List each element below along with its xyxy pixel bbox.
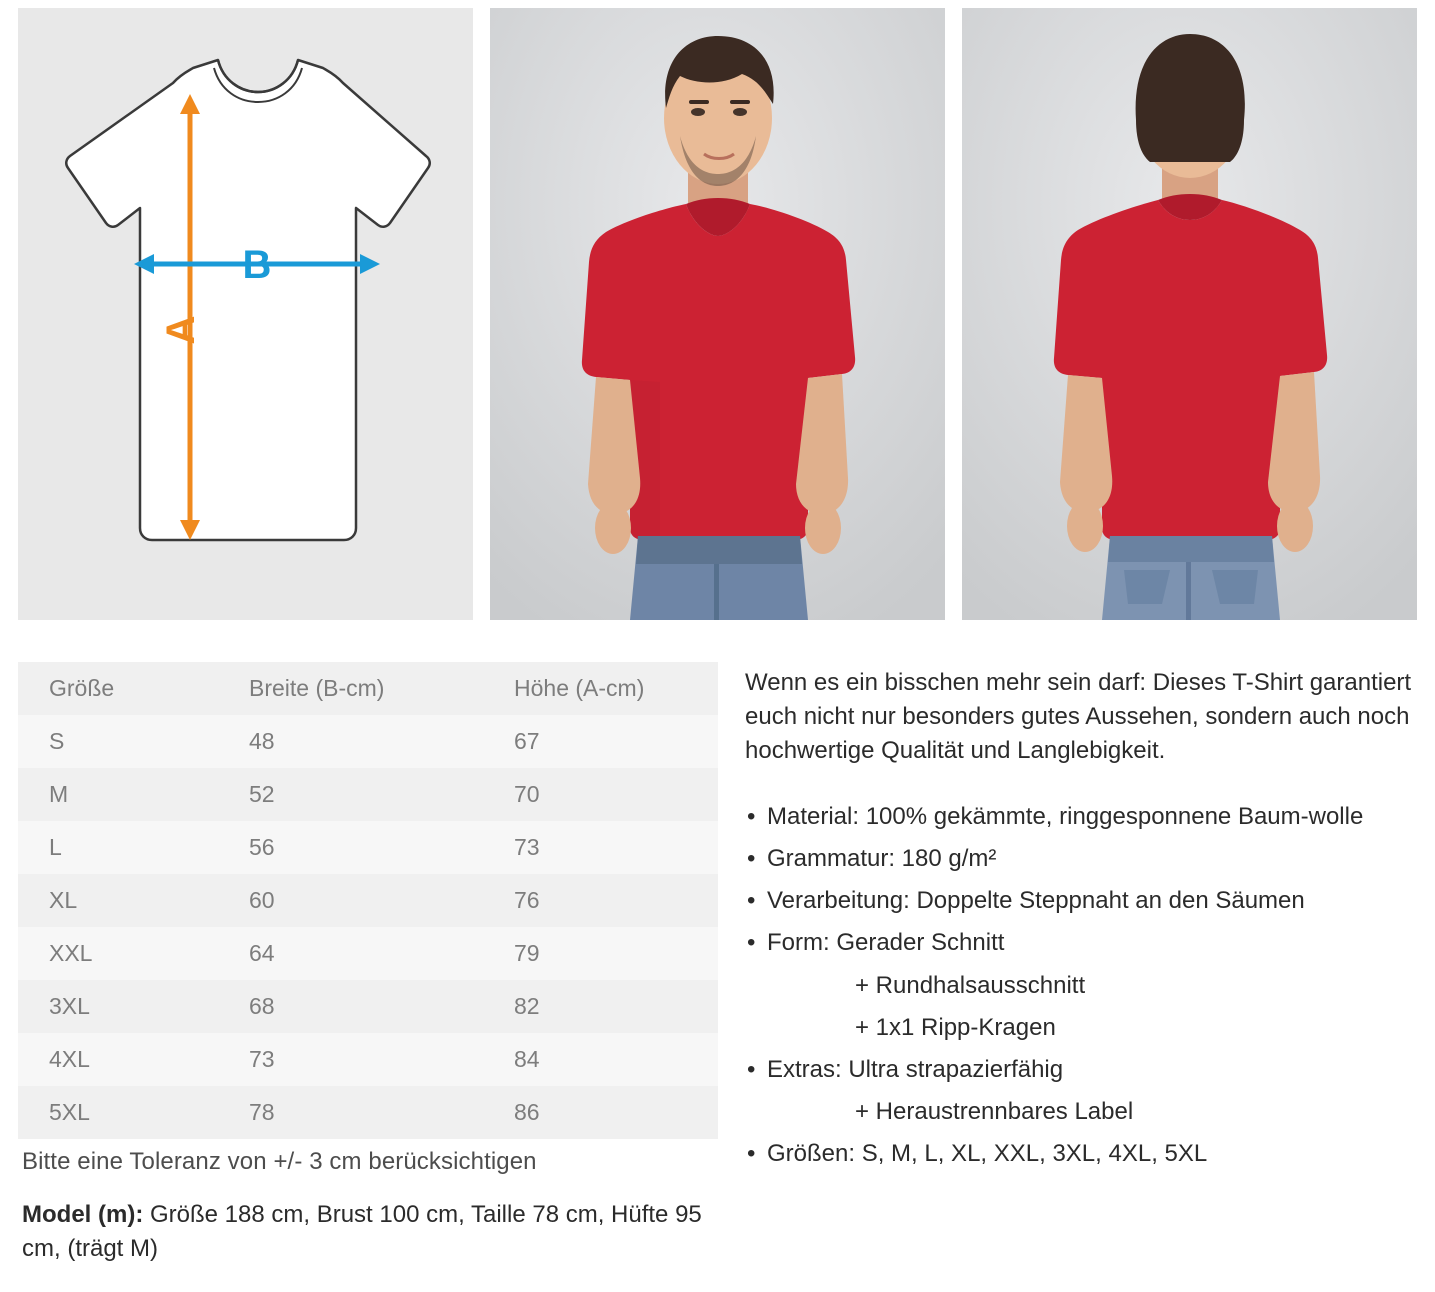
model-info-label: Model (m): [22,1201,144,1228]
cell-size: L [18,821,218,874]
feature-list [745,800,1420,1171]
diagram-label-a: A [159,315,203,345]
size-table [18,662,718,1139]
list-item: • Form: Gerader Schnitt [745,926,1420,960]
tshirt-diagram-icon [18,8,473,620]
cell-width: 52 [218,768,483,821]
model-back-image [962,8,1417,620]
diagram-label-b: B [242,243,272,287]
table-row [18,768,718,821]
table-row [18,1086,718,1139]
cell-width: 60 [218,874,483,927]
header-width: Breite (B-cm) [218,662,483,715]
cell-width: 56 [218,821,483,874]
product-description [745,666,1420,1179]
cell-height: 73 [483,821,718,874]
list-item: • Grammatur: 180 g/m² [745,842,1420,876]
cell-width: 48 [218,715,483,768]
list-item: • Verarbeitung: Doppelte Steppnaht an den Säumen [745,884,1420,918]
list-item: • Extras: Ultra strapazierfähig [745,1053,1420,1087]
cell-height: 67 [483,715,718,768]
cell-size: XXL [18,927,218,980]
cell-height: 70 [483,768,718,821]
table-header-row [18,662,718,715]
model-info [22,1198,742,1266]
cell-width: 68 [218,980,483,1033]
list-item-sub: + Heraustrennbares Label [855,1097,1134,1125]
cell-width: 64 [218,927,483,980]
header-height: Höhe (A-cm) [483,662,718,715]
table-row [18,980,718,1033]
cell-size: 3XL [18,980,218,1033]
model-info-text: Größe 188 cm, Brust 100 cm, Taille 78 cm, Hüfte 95 cm, (trägt M) [22,1201,702,1263]
size-table-container [18,662,718,1139]
table-row [18,715,718,768]
table-row [18,1033,718,1086]
list-item: • Größen: S, M, L, XL, XXL, 3XL, 4XL, 5XL [745,1137,1420,1171]
cell-height: 79 [483,927,718,980]
measurement-diagram-panel [18,8,473,620]
cell-width: 73 [218,1033,483,1086]
product-image-row [0,0,1435,628]
table-row [18,927,718,980]
description-intro: Wenn es ein bisschen mehr sein darf: Dieses T-Shirt garantiert euch nicht nur besonders gutes Aussehen, sondern auch noch hochwertige Qualität und Langlebigkeit. [745,669,1412,765]
cell-size: S [18,715,218,768]
cell-height: 82 [483,980,718,1033]
tolerance-note: Bitte eine Toleranz von +/- 3 cm berücksichtigen [22,1148,537,1175]
cell-size: XL [18,874,218,927]
cell-size: 4XL [18,1033,218,1086]
table-row [18,874,718,927]
cell-size: 5XL [18,1086,218,1139]
model-front-image [490,8,945,620]
list-item: • Material: 100% gekämmte, ringgesponnene Baum-wolle [745,800,1420,834]
cell-height: 86 [483,1086,718,1139]
cell-width: 78 [218,1086,483,1139]
list-item-sub: + 1x1 Ripp-Kragen [855,1013,1056,1041]
list-item-sub: + Rundhalsausschnitt [855,971,1086,999]
cell-size: M [18,768,218,821]
cell-height: 76 [483,874,718,927]
header-size: Größe [18,662,218,715]
table-row [18,821,718,874]
cell-height: 84 [483,1033,718,1086]
